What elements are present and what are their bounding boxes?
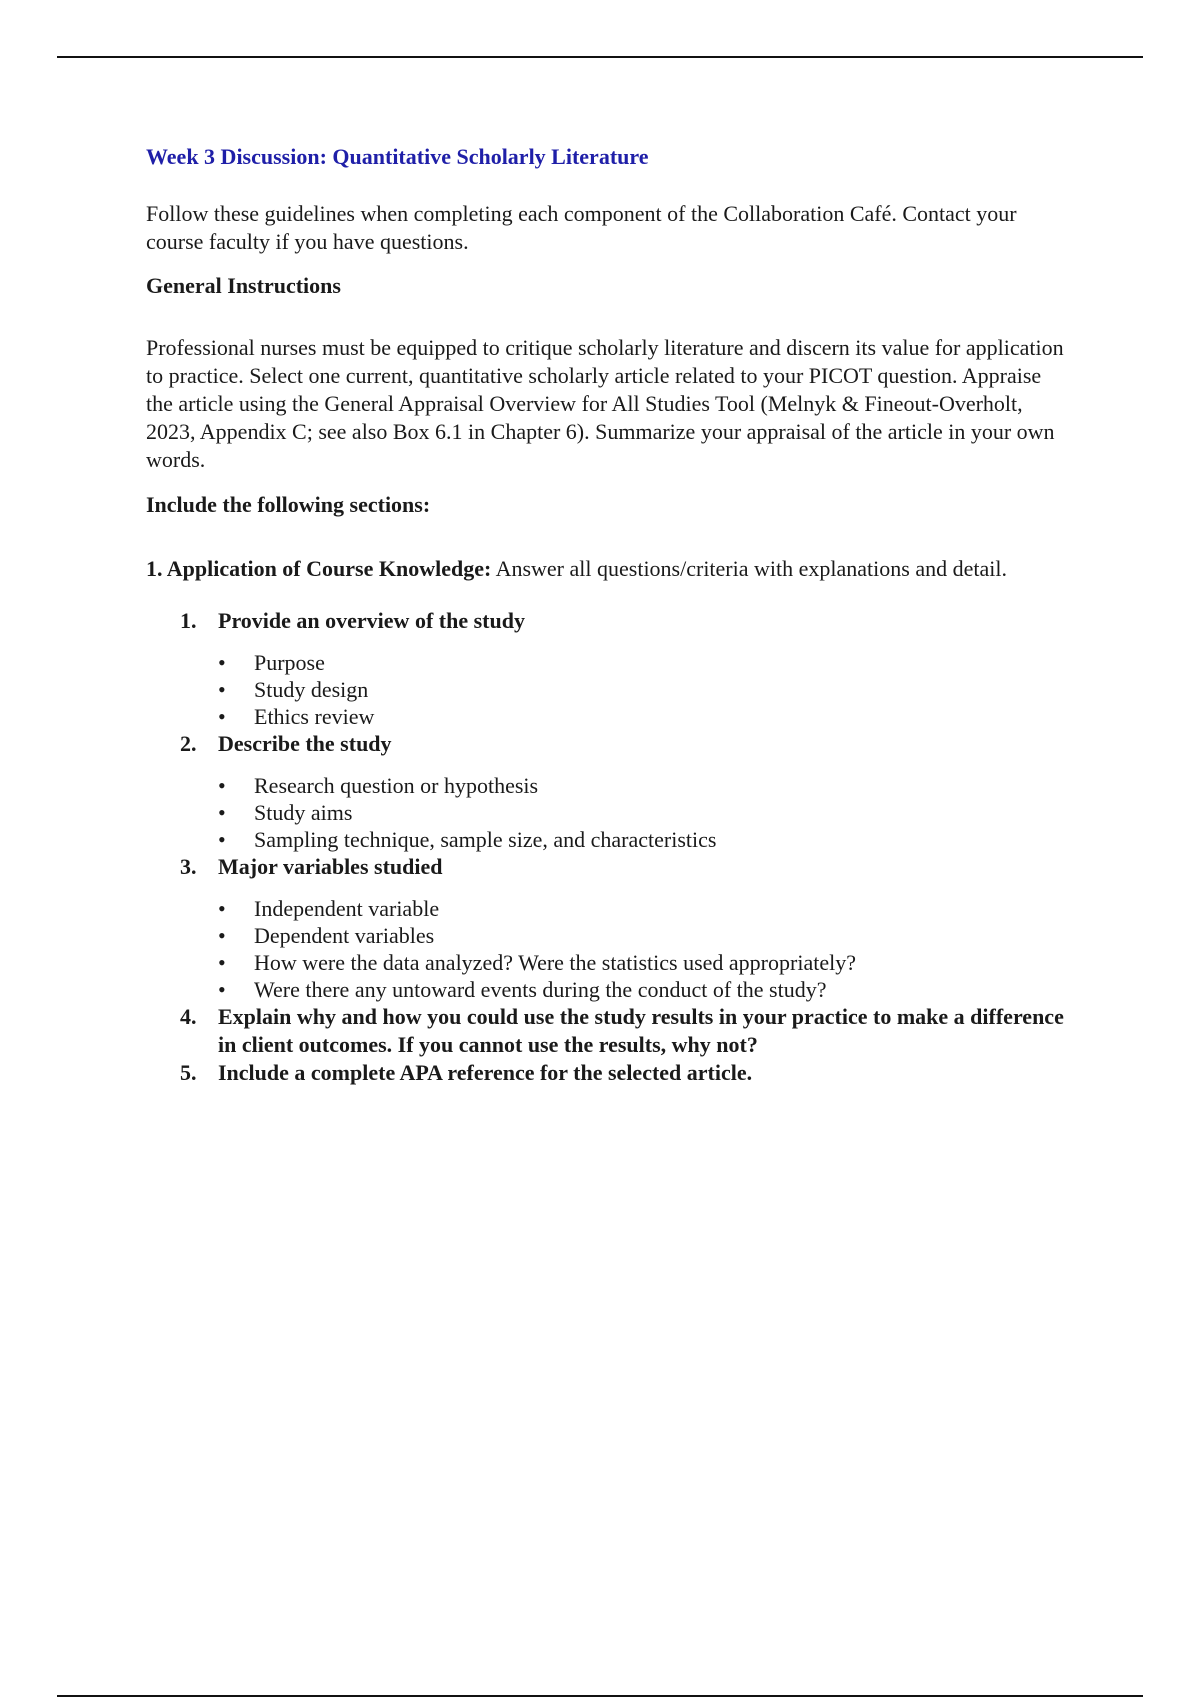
bullet-item: • Ethics review [218, 703, 1066, 730]
bullet-item: • Sampling technique, sample size, and characteristics [218, 826, 1066, 853]
general-instructions-heading: General Instructions [146, 273, 341, 298]
bullet-list [218, 649, 1066, 730]
bullet-item: • How were the data analyzed? Were the statistics used appropriately? [218, 949, 1066, 976]
section-1-text: Answer all questions/criteria with explanations and detail. [491, 556, 1007, 581]
intro-paragraph: Follow these guidelines when completing each component of the Collaboration Café. Contact your course faculty if you have questions. [146, 201, 1017, 254]
step-title: Provide an overview of the study [218, 608, 525, 633]
bullet-item: • Study design [218, 676, 1066, 703]
step-number: 3. [180, 854, 197, 879]
step-title: Describe the study [218, 731, 392, 756]
step-item [146, 1059, 1066, 1087]
bullet-item: • Were there any untoward events during the conduct of the study? [218, 976, 1066, 1003]
general-instructions-text: Professional nurses must be equipped to critique scholarly literature and discern its value for application to practice. Select one current, quantitative scholarly article related to your PICOT question. Appraise the article using the General Appraisal Overview for All Studies Tool (Melnyk & Fineout-Overholt, 2023, Appendix C; see also Box 6.1 in Chapter 6). Summarize your appraisal of the article in your own words. [146, 335, 1064, 472]
step-item [146, 1003, 1066, 1059]
bottom-rule [57, 1695, 1143, 1697]
bullet-item: • Research question or hypothesis [218, 772, 1066, 799]
section-1 [146, 548, 1066, 590]
page-title: Week 3 Discussion: Quantitative Scholarly Literature [146, 144, 649, 169]
bullet-list [218, 772, 1066, 853]
bullet-item: • Dependent variables [218, 922, 1066, 949]
top-rule [57, 56, 1143, 58]
step-number: 5. [180, 1060, 197, 1085]
document-body [146, 143, 1066, 1087]
step-item [146, 853, 1066, 1003]
step-number: 1. [180, 608, 197, 633]
step-title: Explain why and how you could use the study results in your practice to make a difference in client outcomes. If you cannot use the results, why not? [218, 1004, 1064, 1057]
steps-list [146, 607, 1066, 1087]
step-item [146, 607, 1066, 730]
step-number: 2. [180, 731, 197, 756]
bullet-item: • Independent variable [218, 895, 1066, 922]
sections-heading: Include the following sections: [146, 492, 431, 517]
step-title: Major variables studied [218, 854, 443, 879]
section-1-label: 1. Application of Course Knowledge: [146, 556, 492, 581]
step-item [146, 730, 1066, 853]
bullet-list [218, 895, 1066, 1003]
bullet-item: • Study aims [218, 799, 1066, 826]
bullet-item: • Purpose [218, 649, 1066, 676]
step-title: Include a complete APA reference for the selected article. [218, 1060, 753, 1085]
step-number: 4. [180, 1004, 197, 1029]
